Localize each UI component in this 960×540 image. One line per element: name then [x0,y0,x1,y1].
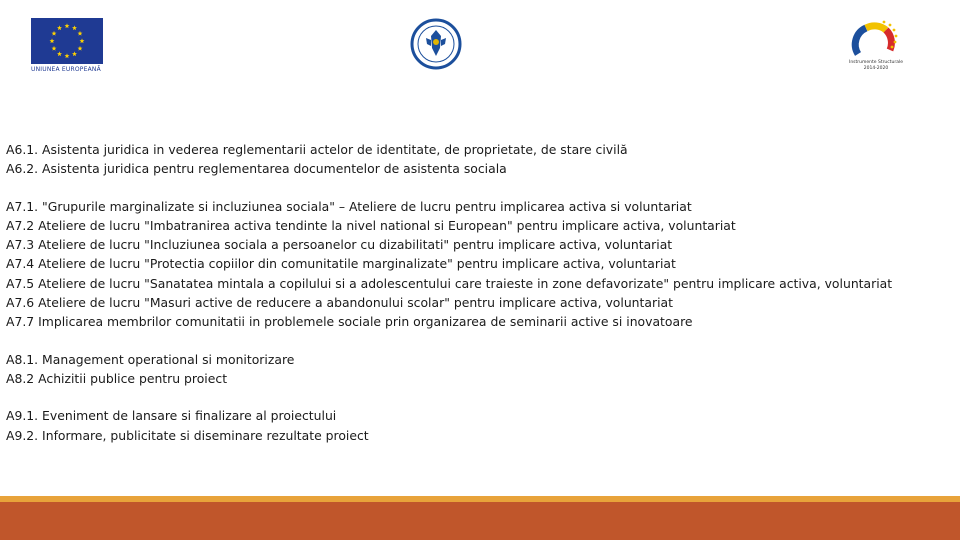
activity-line: A7.1. "Grupurile marginalizate si incluziunea sociala" – Ateliere de lucru pentru implicarea activa si voluntariat [6,198,692,214]
romanian-government-emblem-icon [410,18,462,70]
activity-line: A7.7 Implicarea membrilor comunitatii in problemele sociale prin organizarea de seminarii active si inovatoare [6,314,693,330]
activity-group-a8 [6,350,956,389]
activity-line: A7.6 Ateliere de lucru "Masuri active de reducere a abandonului scolar" pentru implicare activa, voluntariat [6,295,673,311]
activity-line: A6.1. Asistenta juridica in vederea reglementarii actelor de identitate, de proprietate, de stare civilă [6,142,628,157]
activity-line: A7.2 Ateliere de lucru "Imbatranirea activa tendinte la nivel national si European" pentru implicare activa, voluntariat [6,217,736,233]
eu-logo-caption: UNIUNEA EUROPEANĂ [31,66,101,73]
activity-list [6,140,956,463]
activity-group-a9 [6,406,956,445]
is-caption-line1: Instrumente Structurale [849,60,903,65]
is-caption-line2: 2014-2020 [863,66,889,71]
footer-band [0,502,960,540]
eu-flag-icon [31,18,103,64]
activity-line: A7.4 Ateliere de lucru "Protectia copiilor din comunitatile marginalizate" pentru implicare activa, voluntariat [6,256,676,272]
activity-line: A9.2. Informare, publicitate si diseminare rezultate proiect [6,427,369,443]
activity-line: A8.2 Achizitii publice pentru proiect [6,370,228,386]
activity-line: A9.1. Eveniment de lansare si finalizare al proiectului [6,408,337,424]
structural-instruments-star-icon [846,16,906,60]
structural-instruments-logo [846,16,906,78]
activity-line: A7.5 Ateliere de lucru "Sanatatea mintala a copilului si a adolescentului care traieste in zone defavorizate" pentru implicare activa, voluntariat [6,275,893,291]
structural-instruments-caption [846,60,906,72]
activity-line: A7.3 Ateliere de lucru "Incluziunea sociala a persoanelor cu dizabilitati" pentru implicare activa, voluntariat [6,237,673,253]
activity-line: A6.2. Asistenta juridica pentru reglementarea documentelor de asistenta sociala [6,161,507,177]
activity-group-a7 [6,197,956,332]
activity-line: A8.1. Management operational si monitorizare [6,351,295,367]
activity-group-a6 [6,140,956,179]
eu-flag-logo [31,18,103,74]
